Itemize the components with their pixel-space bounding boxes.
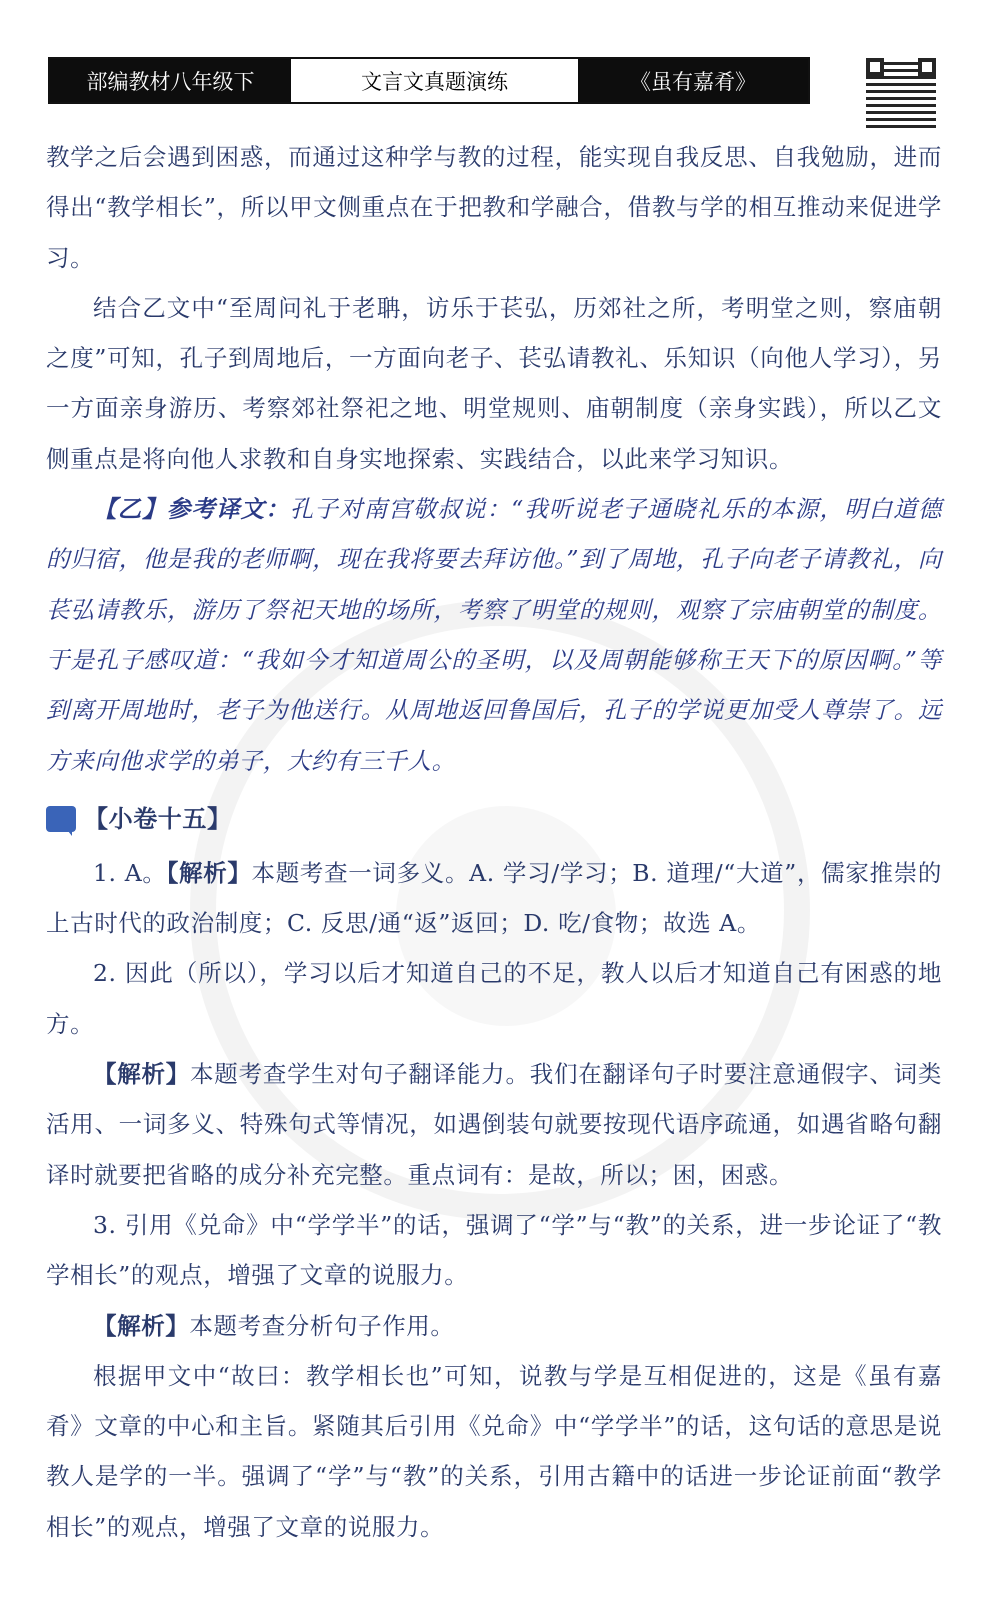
- answer-2-label: 【解析】: [93, 1060, 191, 1089]
- answer-3-analysis-text: 本题考查分析句子作用。: [189, 1311, 455, 1340]
- section-title: 【小卷十五】: [84, 803, 232, 833]
- section-heading: [46, 790, 942, 848]
- paragraph-analysis-a: 教学之后会遇到困惑，而通过这种学与教的过程，能实现自我反思、自我勉励，进而得出“教学相长”，所以甲文侧重点在于把教和学融合，借教与学的相互推动来促进学习。: [46, 143, 942, 272]
- answer-1-label: 【解析】: [166, 858, 252, 887]
- translation-label: 【乙】参考译文：: [93, 495, 290, 524]
- answer-1: [46, 848, 942, 949]
- answer-2: 2. 因此（所以），学习以后才知道自己的不足，教人以后才知道自己有困惑的地方。: [46, 959, 942, 1038]
- answer-1-number: 1. A。: [93, 858, 167, 887]
- translation-paragraph: [46, 484, 942, 786]
- answer-1-text: 本题考查一词多义。A. 学习/学习；B. 道理/“大道”，儒家推崇的上古时代的政治制度；C. 反思/通“返”返回；D. 吃/食物；故选 A。: [46, 858, 942, 938]
- header-textbook-label: 部编教材八年级下: [50, 59, 291, 102]
- qr-code-icon[interactable]: [866, 58, 936, 128]
- header-section-label: 文言文真题演练: [291, 59, 578, 102]
- answer-3-label: 【解析】: [93, 1311, 190, 1340]
- page-header: [48, 57, 810, 104]
- answer-2-analysis-text: 本题考查学生对句子翻译能力。我们在翻译句子时要注意通假字、词类活用、一词多义、特殊句式等情况，如遇倒装句就要按现代语序疏通，如遇省略句翻译时就要把省略的成分补充完整。重点词有：是故，所以；困，困惑。: [46, 1060, 942, 1189]
- answer-3: 3. 引用《兑命》中“学学半”的话，强调了“学”与“教”的关系，进一步论证了“教学相长”的观点，增强了文章的说服力。: [46, 1210, 942, 1290]
- speech-bubble-icon: [46, 806, 76, 832]
- answer-2-analysis: [46, 1049, 942, 1200]
- answer-3-analysis: [46, 1301, 942, 1351]
- answer-3-explanation: 根据甲文中“故曰：教学相长也”可知，说教与学是互相促进的，这是《虽有嘉肴》文章的中心和主旨。紧随其后引用《兑命》中“学学半”的话，这句话的意思是说教人是学的一半。强调了“学”与“教”的关系，引用古籍中的话进一步论证前面“教学相长”的观点，增强了文章的说服力。: [46, 1361, 942, 1541]
- paragraph-analysis-b: 结合乙文中“至周问礼于老聃，访乐于苌弘，历郊社之所，考明堂之则，察庙朝之度”可知，孔子到周地后，一方面向老子、苌弘请教礼、乐知识（向他人学习），另一方面亲身游历、考察郊社祭祀之地、明堂规则、庙朝制度（亲身实践），所以乙文侧重点是将向他人求教和自身实地探索、实践结合，以此来学习知识。: [46, 293, 942, 473]
- translation-text: 孔子对南宫敬叔说：“我听说老子通晓礼乐的本源，明白道德的归宿，他是我的老师啊，现在我将要去拜访他。”到了周地，孔子向老子请教礼，向苌弘请教乐，游历了祭祀天地的场所，考察了明堂的规则，观察了宗庙朝堂的制度。于是孔子感叹道：“我如今才知道周公的圣明，以及周朝能够称王天下的原因啊。”等到离开周地时，老子为他送行。从周地返回鲁国后，孔子的学说更加受人尊崇了。远方来向他求学的弟子，大约有三千人。: [46, 495, 942, 775]
- header-lesson-title: 《虽有嘉肴》: [578, 59, 808, 102]
- document-body: [46, 132, 942, 1552]
